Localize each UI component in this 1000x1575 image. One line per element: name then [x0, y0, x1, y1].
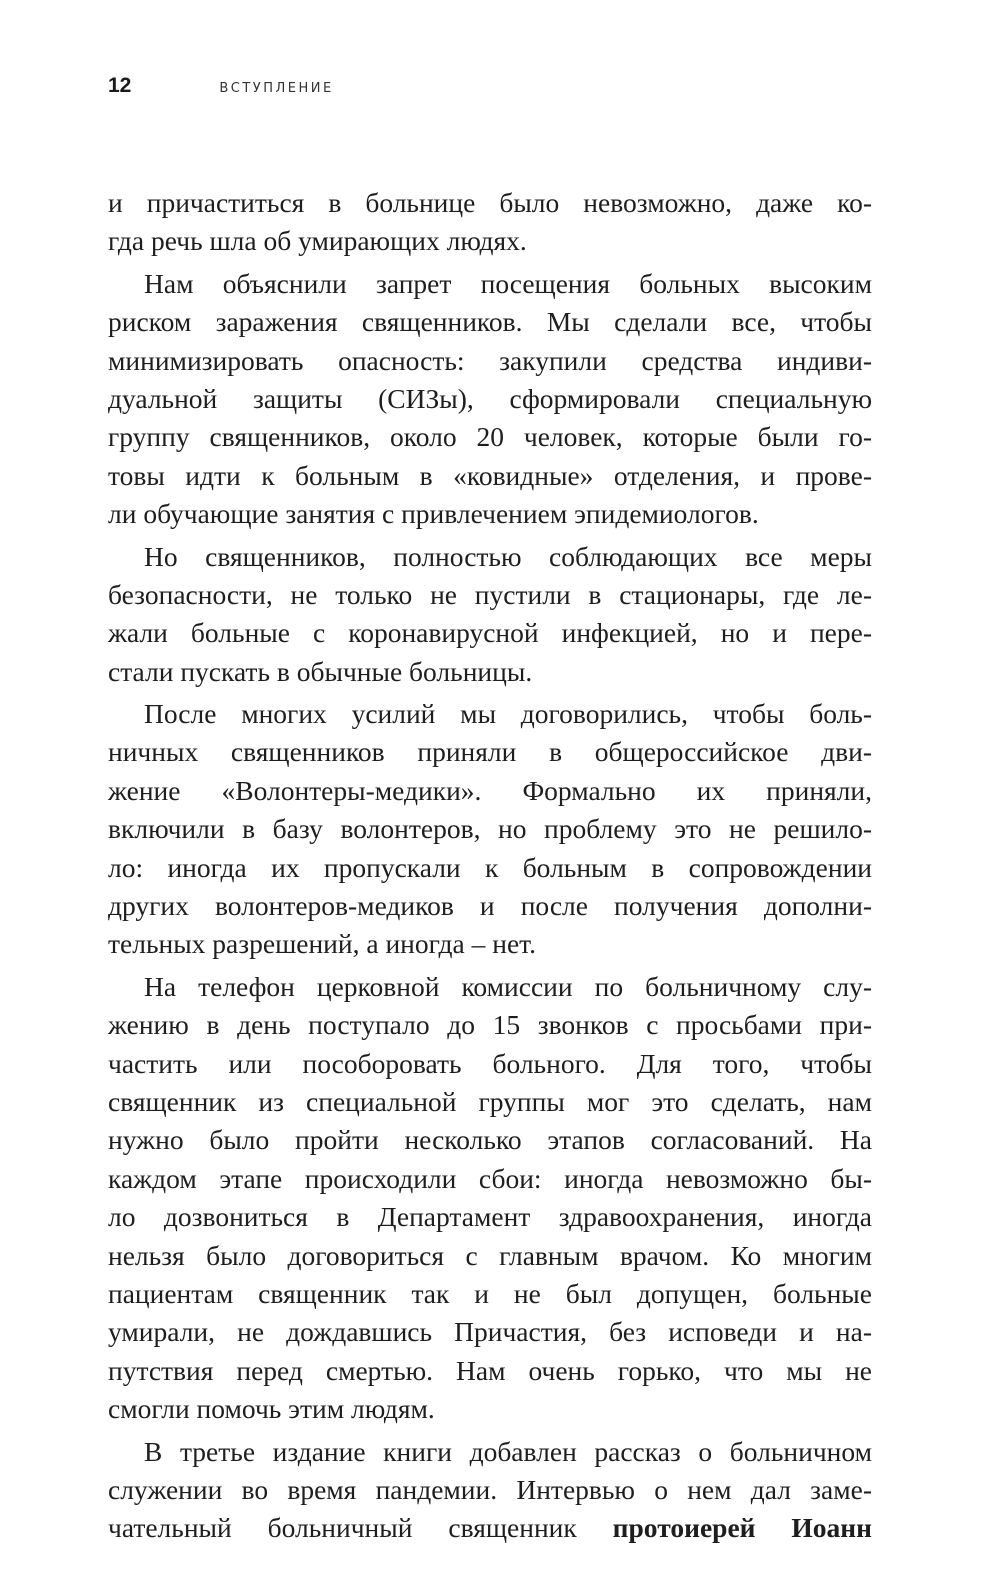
text-line: ло дозвониться в Департамент здравоохранения, иногда [108, 1201, 872, 1233]
text-line: группу священников, около 20 человек, которые были го- [108, 421, 872, 453]
text-line: каждом этапе происходили сбои: иногда невозможно бы- [108, 1162, 872, 1194]
paragraph-5 [108, 968, 872, 1429]
text-line: После многих усилий мы договорились, чтобы боль- [144, 698, 872, 730]
text-line: товы идти к больным в «ковидные» отделения, и прове- [108, 459, 872, 491]
text-line: нельзя было договориться с главным врачом. Ко многим [108, 1239, 872, 1271]
text-line: минимизировать опасность: закупили средства индиви- [108, 344, 872, 376]
text-line: смогли помочь этим людям. [108, 1393, 435, 1425]
text-line: ло: иногда их пропускали к больным в сопровождении [108, 851, 872, 883]
text-line: гда речь шла об умирающих людях. [108, 225, 527, 257]
text-line: безопасности, не только не пустили в стационары, где ле- [108, 578, 872, 610]
text-line-mixed [108, 1509, 872, 1547]
text-line: жали больные с коронавирусной инфекцией, но и пере- [108, 617, 872, 649]
text-line: умирали, не дождавшись Причастия, без исповеди и на- [108, 1316, 872, 1348]
text-line: жение «Волонтеры-медики». Формально их приняли, [108, 774, 872, 806]
text-line: и причаститься в больнице было невозможно, даже ко- [108, 187, 872, 218]
section-title: ВСТУПЛЕНИЕ [219, 81, 334, 96]
text-line: нужно было пройти несколько этапов согласований. На [108, 1124, 872, 1156]
text-line: частить или пособоровать больного. Для того, чтобы [108, 1047, 872, 1079]
body-text [108, 184, 872, 1548]
text-line: жению в день поступало до 15 звонков с просьбами при- [108, 1009, 872, 1041]
text-line: Нам объяснили запрет посещения больных высоким [144, 267, 872, 299]
text-line: стали пускать в обычные больницы. [108, 655, 533, 687]
paragraph-1 [108, 184, 872, 261]
paragraph-6 [108, 1433, 872, 1548]
text-line: дуальной защиты (СИЗы), сформировали специальную [108, 382, 872, 414]
paragraph-2 [108, 265, 872, 534]
text-line: На телефон церковной комиссии по больничному слу- [144, 970, 872, 1002]
text-line: служении во время пандемии. Интервью о нем дал заме- [108, 1473, 872, 1505]
text-line: ли обучающие занятия с привлечением эпидемиологов. [108, 498, 759, 530]
text-line: включили в базу волонтеров, но проблему это не решило- [108, 813, 872, 845]
running-header [108, 74, 334, 104]
text-line: пациентам священник так и не был допущен, больные [108, 1277, 872, 1309]
text-line: Но священников, полностью соблюдающих все меры [144, 540, 872, 572]
text-line: священник из специальной группы мог это сделать, нам [108, 1085, 872, 1117]
text-line: тельных разрешений, а иногда – нет. [108, 928, 536, 960]
paragraph-4 [108, 695, 872, 964]
text-line: В третье издание книги добавлен рассказ о больничном [144, 1435, 872, 1467]
text-line: ничных священников приняли в общероссийское дви- [108, 736, 872, 768]
page-number: 12 [108, 74, 132, 97]
text-line: риском заражения священников. Мы сделали все, чтобы [108, 306, 872, 338]
text-line: других волонтеров-медиков и после получения дополни- [108, 890, 872, 922]
text-span: чательный больничный священник [108, 1512, 613, 1544]
text-line: путствия перед смертью. Нам очень горько, что мы не [108, 1354, 872, 1386]
paragraph-3 [108, 538, 872, 692]
bold-name: протоиерей Иоанн [612, 1512, 872, 1544]
